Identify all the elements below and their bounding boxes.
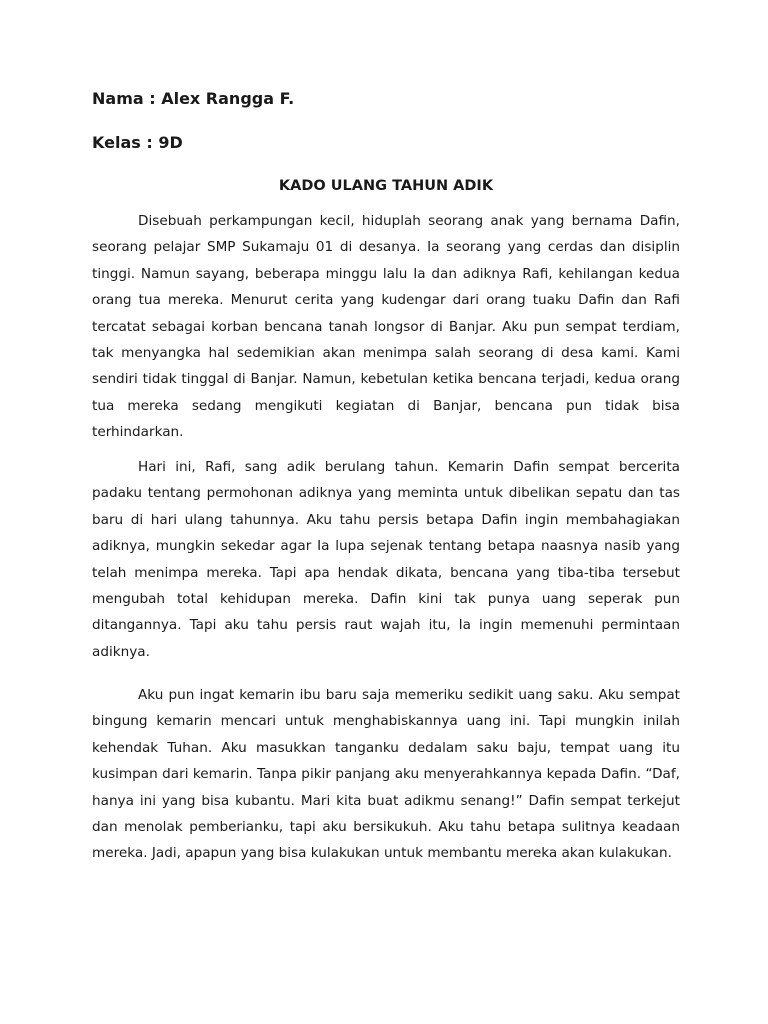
story-title: KADO ULANG TAHUN ADIK [278,178,494,194]
student-name: Nama : Alex Rangga F. [92,89,295,108]
story-paragraph-2: Hari ini, Rafi, sang adik berulang tahun. Kemarin Dafin sempat bercerita padaku tentang permohonan adiknya yang meminta untuk dibelikan sepatu dan tas baru di hari ulang tahunnya. Aku tahu persis betapa Dafin ingin membahagiakan adiknya, mungkin sekedar agar Ia lupa sejenak tentang betapa naasnya nasib yang telah menimpa mereka. Tapi apa hendak dikata, bencana yang tiba-tiba tersebut mengubah total kehidupan mereka. Dafin kini tak punya uang seperak pun ditangannya. Tapi aku tahu persis raut wajah itu, Ia ingin memenuhi permintaan adiknya. [92,459,680,660]
document-page [92,0,680,1024]
story-paragraph-3: Aku pun ingat kemarin ibu baru saja memeriku sedikit uang saku. Aku sempat bingung kemarin mencari untuk menghabiskannya uang ini. Tapi mungkin inilah kehendak Tuhan. Aku masukkan tanganku dedalam saku baju, tempat uang itu kusimpan dari kemarin. Tanpa pikir panjang aku menyerahkannya kepada Dafin. “Daf, hanya ini yang bisa kubantu. Mari kita buat adikmu senang!” Dafin sempat terkejut dan menolak pemberianku, tapi aku bersikukuh. Aku tahu betapa sulitnya keadaan mereka. Jadi, apapun yang bisa kulakukan untuk membantu mereka akan kulakukan. [92,687,680,862]
story-paragraph-1: Disebuah perkampungan kecil, hiduplah seorang anak yang bernama Dafin, seorang pelajar SMP Sukamaju 01 di desanya. Ia seorang yang cerdas dan disiplin tinggi. Namun sayang, beberapa minggu lalu Ia dan adiknya Rafi, kehilangan kedua orang tua mereka. Menurut cerita yang kudengar dari orang tuaku Dafin dan Rafi tercatat sebagai korban bencana tanah longsor di Banjar. Aku pun sempat terdiam, tak menyangka hal sedemikian akan menimpa salah seorang di desa kami. Kami sendiri tidak tinggal di Banjar. Namun, kebetulan ketika bencana terjadi, kedua orang tua mereka sedang mengikuti kegiatan di Banjar, bencana pun tidak bisa terhindarkan. [92,213,680,441]
student-class: Kelas : 9D [92,133,183,152]
